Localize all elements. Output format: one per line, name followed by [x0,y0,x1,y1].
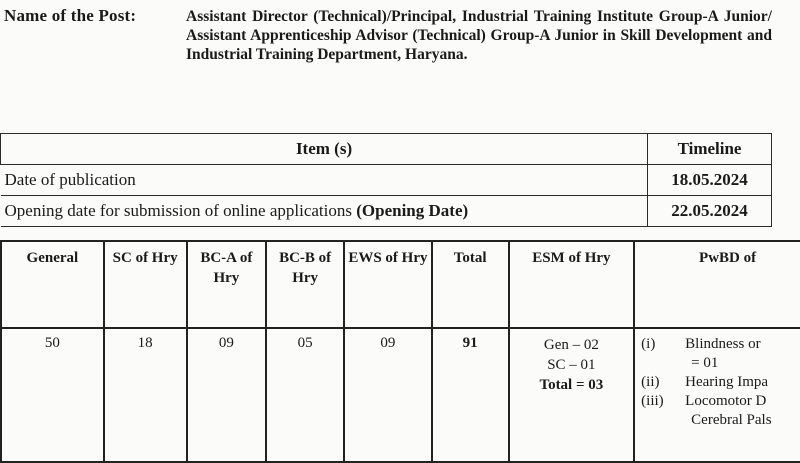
esm-gen: Gen – 02 [543,337,599,353]
header-pwbd: PwBD of [634,241,800,328]
vacancy-header-row [1,241,800,328]
timeline-header-timeline: Timeline [648,134,772,165]
value-pwbd [634,328,800,462]
timeline-row [1,196,772,227]
esm-sc: SC – 01 [547,357,596,373]
value-bca: 09 [187,328,267,462]
esm-total: Total = 03 [539,377,604,393]
vacancy-value-row [1,328,800,462]
pwbd-item [641,335,800,354]
timeline-item [1,196,648,227]
timeline-item-bold: (Opening Date) [356,201,469,220]
pwbd-item [641,373,800,392]
value-bcb: 05 [266,328,344,462]
value-sc: 18 [104,328,187,462]
value-esm [509,328,635,462]
pwbd-item [641,392,800,411]
pwbd-item-number: (i) [641,336,656,352]
post-name-description: Assistant Director (Technical)/Principal, Industrial Training Institute Group-A Junior/ Assistant Apprenticeship Advisor (Technical) Group-A Junior in Skill Development and Industrial Training Department, Haryana. [186,8,772,63]
timeline-date: 22.05.2024 [648,196,772,227]
header-general: General [1,241,104,328]
timeline-item-text: Opening date for submission of online applications [4,201,357,220]
post-name-label: Name of the Post: [4,6,137,25]
vacancy-table [0,240,800,463]
pwbd-item-continuation: Cerebral Pals [691,412,772,428]
pwbd-item-text: Blindness or [685,336,761,352]
pwbd-item-continuation: = 01 [691,355,719,371]
timeline-date: 18.05.2024 [648,165,772,196]
value-ews: 09 [344,328,432,462]
timeline-row [1,165,772,196]
header-ews: EWS of Hry [344,241,432,328]
value-general: 50 [1,328,104,462]
value-total: 91 [432,328,509,462]
header-total: Total [432,241,509,328]
timeline-table [0,133,772,227]
timeline-item: Date of publication [1,165,648,196]
header-bcb: BC-B of Hry [266,241,344,328]
pwbd-item-number: (iii) [641,393,664,409]
header-esm: ESM of Hry [509,241,635,328]
pwbd-item-text: Locomotor D [685,393,767,409]
header-bca: BC-A of Hry [187,241,267,328]
pwbd-item-number: (ii) [641,374,660,390]
header-sc: SC of Hry [104,241,187,328]
timeline-header-item: Item (s) [1,134,648,165]
pwbd-item-text: Hearing Impa [685,374,769,390]
